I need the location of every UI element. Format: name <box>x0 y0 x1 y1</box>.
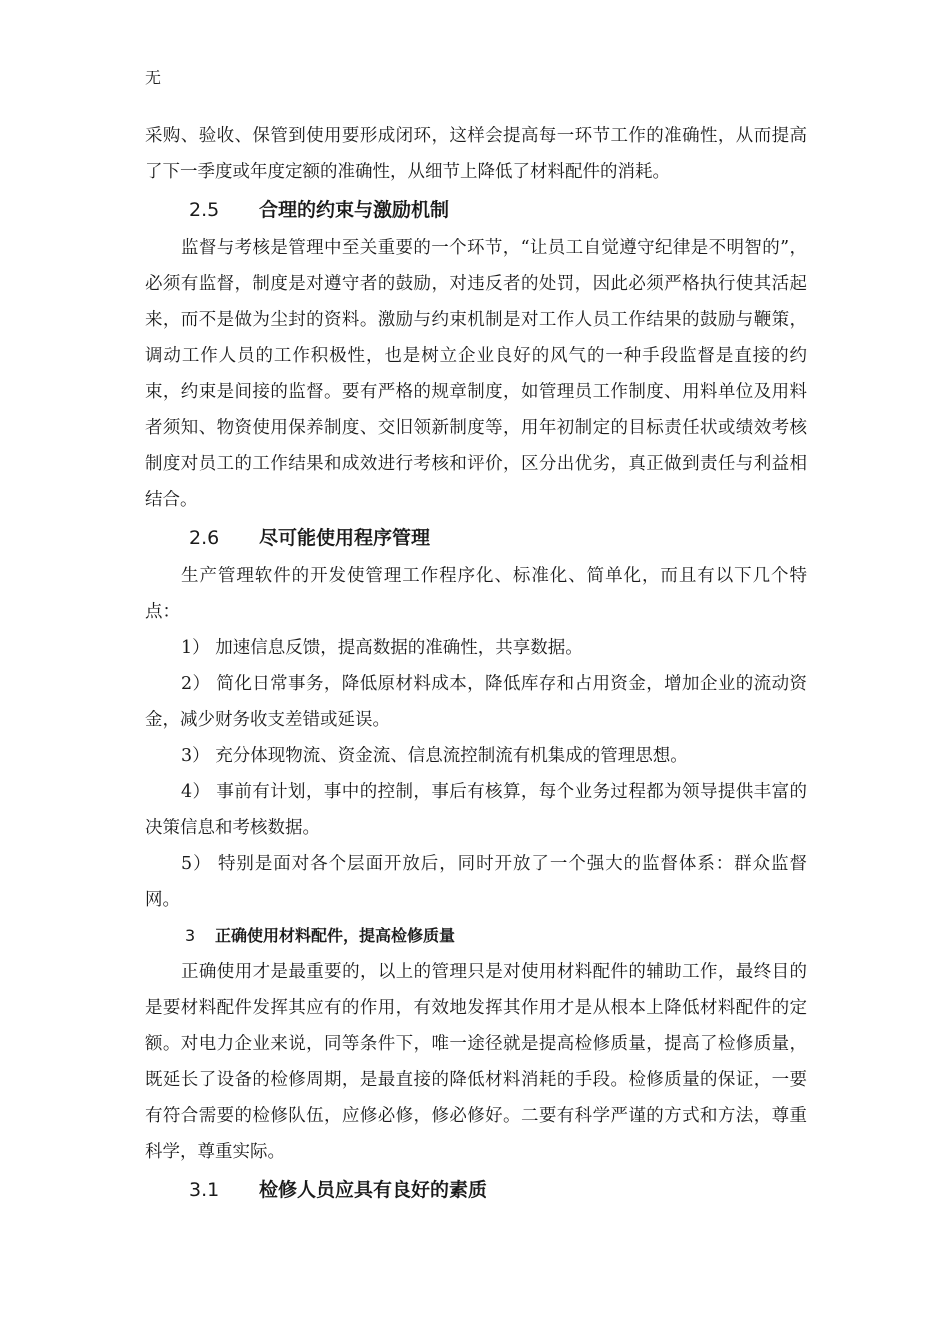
section-title: 正确使用材料配件，提高检修质量 <box>215 926 456 945</box>
section-number: 2.5 <box>189 199 220 221</box>
section-title: 检修人员应具有良好的素质 <box>259 1179 488 1201</box>
paragraph-supervision: 监督与考核是管理中至关重要的一个环节，“让员工自觉遵守纪律是不明智的”，必须有监督，制度是对遵守者的鼓励，对违反者的处罚，因此必须严格执行使其活起来，而不是做为尘封的资料。激励与约束机制是对工作人员工作结果的鼓励与鞭策，调动工作人员的工作积极性，也是树立企业良好的风气的一种手段监督是直接的约束，约束是间接的监督。要有严格的规章制度，如管理员工作制度、用料单位及用料者须知、物资使用保养制度、交旧领新制度等，用年初制定的目标责任状或绩效考核制度对员工的工作结果和成效进行考核和评价，区分出优劣，真正做到责任与利益相结合。 <box>145 238 807 510</box>
document-body <box>145 118 807 1210</box>
section-heading-2-6 <box>145 518 807 558</box>
paragraph-correct-use: 正确使用才是最重要的，以上的管理只是对使用材料配件的辅助工作，最终目的是要材料配件发挥其应有的作用，有效地发挥其作用才是从根本上降低材料配件的定额。对电力企业来说，同等条件下，唯一途径就是提高检修质量，提高了检修质量，既延长了设备的检修周期，是最直接的降低材料消耗的手段。检修质量的保证，一要有符合需要的检修队伍，应修必修，修必修好。二要有科学严谨的方式和方法，尊重科学，尊重实际。 <box>145 962 807 1162</box>
section-number: 2.6 <box>189 527 220 549</box>
page-header: 无 <box>145 68 162 87</box>
list-item: 2） 简化日常事务，降低原材料成本，降低库存和占用资金，增加企业的流动资金，减少财务收支差错或延误。 <box>145 674 807 730</box>
section-heading-3 <box>145 918 807 954</box>
section-title: 合理的约束与激励机制 <box>259 199 450 221</box>
list-item: 4） 事前有计划，事中的控制，事后有核算，每个业务过程都为领导提供丰富的决策信息和考核数据。 <box>145 782 807 838</box>
paragraph-continuation: 采购、验收、保管到使用要形成闭环，这样会提高每一环节工作的准确性，从而提高了下一季度或年度定额的准确性，从细节上降低了材料配件的消耗。 <box>145 126 807 182</box>
list-item: 5） 特别是面对各个层面开放后，同时开放了一个强大的监督体系：群众监督网。 <box>145 854 807 910</box>
section-heading-3-1 <box>145 1170 807 1210</box>
section-heading-2-5 <box>145 190 807 230</box>
section-number: 3 <box>185 926 196 945</box>
section-number: 3.1 <box>189 1179 220 1201</box>
list-item: 3） 充分体现物流、资金流、信息流控制流有机集成的管理思想。 <box>181 746 688 766</box>
list-item: 1） 加速信息反馈，提高数据的准确性，共享数据。 <box>181 638 583 658</box>
section-title: 尽可能使用程序管理 <box>259 527 431 549</box>
paragraph-software: 生产管理软件的开发使管理工作程序化、标准化、简单化，而且有以下几个特点： <box>145 566 807 622</box>
